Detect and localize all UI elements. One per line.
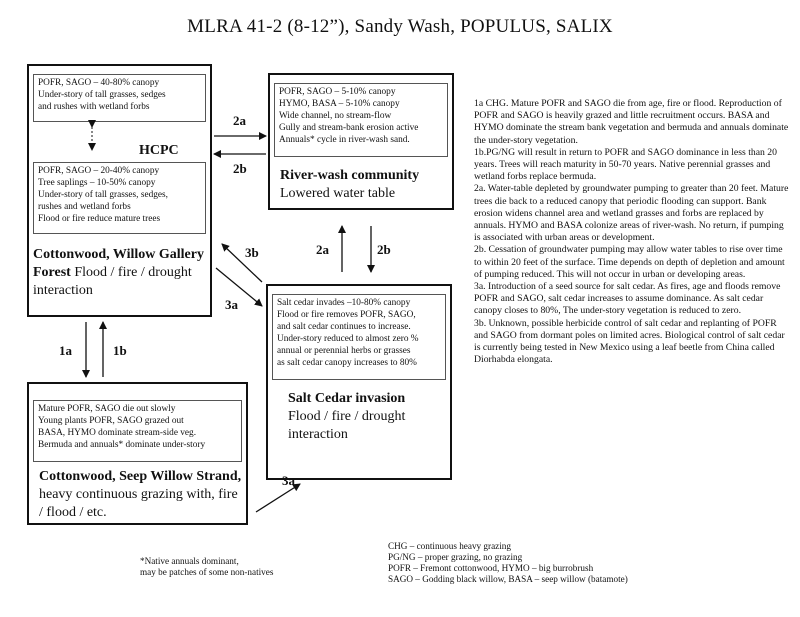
label-2a-mid: 2a	[316, 242, 329, 257]
gallery-forest-name-rest: Flood / fire / drought interaction	[33, 265, 192, 298]
label-2a-top: 2a	[233, 113, 246, 128]
salt-cedar-name-rest: Flood / fire / drought interaction	[288, 409, 406, 442]
diagram-title: MLRA 41-2 (8-12”), Sandy Wash, POPULUS, SALIX	[187, 16, 613, 37]
seep-willow-name-rest: heavy continuous grazing with, fire / flood / etc.	[39, 487, 238, 520]
salt-cedar-name-bold: Salt Cedar invasion	[288, 391, 406, 406]
label-3a-bottom: 3a	[282, 473, 295, 488]
hcpc-label: HCPC	[139, 143, 179, 158]
gallery-forest-phase-community: POFR, SAGO – 20-40% canopy Tree saplings – 10-50% canopy Under-story of tall grasses, sedges, rushes and wetland forbs Flood or fire reduce mature trees	[33, 162, 206, 234]
label-1b: 1b	[113, 343, 127, 358]
seep-willow-name-bold: Cottonwood, Seep Willow Strand,	[39, 469, 242, 484]
gallery-forest-reference-community: POFR, SAGO – 40-80% canopy Under-story of tall grasses, sedges and rushes with wetland forbs	[33, 74, 206, 122]
river-wash-name-rest: Lowered water table	[280, 186, 396, 201]
label-1a: 1a	[59, 343, 72, 358]
annuals-footnote: *Native annuals dominant, may be patches of some non-natives	[140, 556, 274, 577]
seep-willow-community: Mature POFR, SAGO die out slowly Young plants POFR, SAGO grazed out BASA, HYMO dominate stream-side veg. Bermuda and annuals* dominate under-story	[33, 400, 242, 462]
gallery-forest-name-bold: Cottonwood, Willow Gallery Forest	[33, 247, 204, 280]
label-3a-mid: 3a	[225, 297, 238, 312]
label-2b-mid: 2b	[377, 242, 391, 257]
label-3b: 3b	[245, 245, 259, 260]
arrow-3a-mid	[216, 268, 262, 306]
river-wash-name-bold: River-wash community	[280, 168, 420, 183]
abbreviation-legend: CHG – continuous heavy grazing PG/NG – proper grazing, no grazing POFR – Fremont cottonwood, HYMO – big burrobrush SAGO – Godding black willow, BASA – seep willow (batamote)	[388, 541, 628, 584]
river-wash-community: POFR, SAGO – 5-10% canopy HYMO, BASA – 5-10% canopy Wide channel, no stream-flow Gully and stream-bank erosion active Annuals* cycle in river-wash sand.	[274, 83, 448, 157]
label-2b-top: 2b	[233, 161, 247, 176]
salt-cedar-community: Salt cedar invades –10-80% canopy Flood or fire removes POFR, SAGO, and salt cedar continues to increase. Under-story reduced to almost zero % annual or perennial herbs or grasses as salt cedar canopy increases to 80%	[272, 294, 446, 380]
transition-notes: 1a CHG. Mature POFR and SAGO die from age, fire or flood. Reproduction of POFR and SAGO is heavily grazed and little recruitment occurs. BASA and HYMO dominate the stream bank vegetation and bermuda and annuals dominate the under-story vegetation. 1b.PG/NG will result in return to POFR and SAGO dominance in less than 20 years. Trees will reach maturity in 50-70 years. Native perennial grasses and wetland forbs replace bermuda. 2a. Water-table depleted by groundwater pumping to greater than 20 feet. Mature trees die back to a reduced canopy that periodic flooding can support. Bank erosion widens channel area and wetland grasses and forbs are replaced by annuals. HYMO and BASA colonize areas of river-wash. No return, if pumping is associated with urban areas or development. 2b. Cessation of groundwater pumping may allow water tables to rise over time to within 20 feet of the surface. Time depends on depth of depletion and amount of pumping reduced. This will not occur in urban or developing areas. 3a. Introduction of a seed source for salt cedar. As fires, age and floods remove POFR and SAGO, salt cedar increases to assume dominance. As salt cedar canopy closes to 80%, The under-story vegetation is reduced to zero. 3b. Unknown, possible herbicide control of salt cedar and replanting of POFR and SAGO from dormant poles on limited acres. Biological control of salt cedar is currently being tested in New Mexico using a leaf beetle from China called Diorhabda elongata.	[474, 98, 789, 366]
